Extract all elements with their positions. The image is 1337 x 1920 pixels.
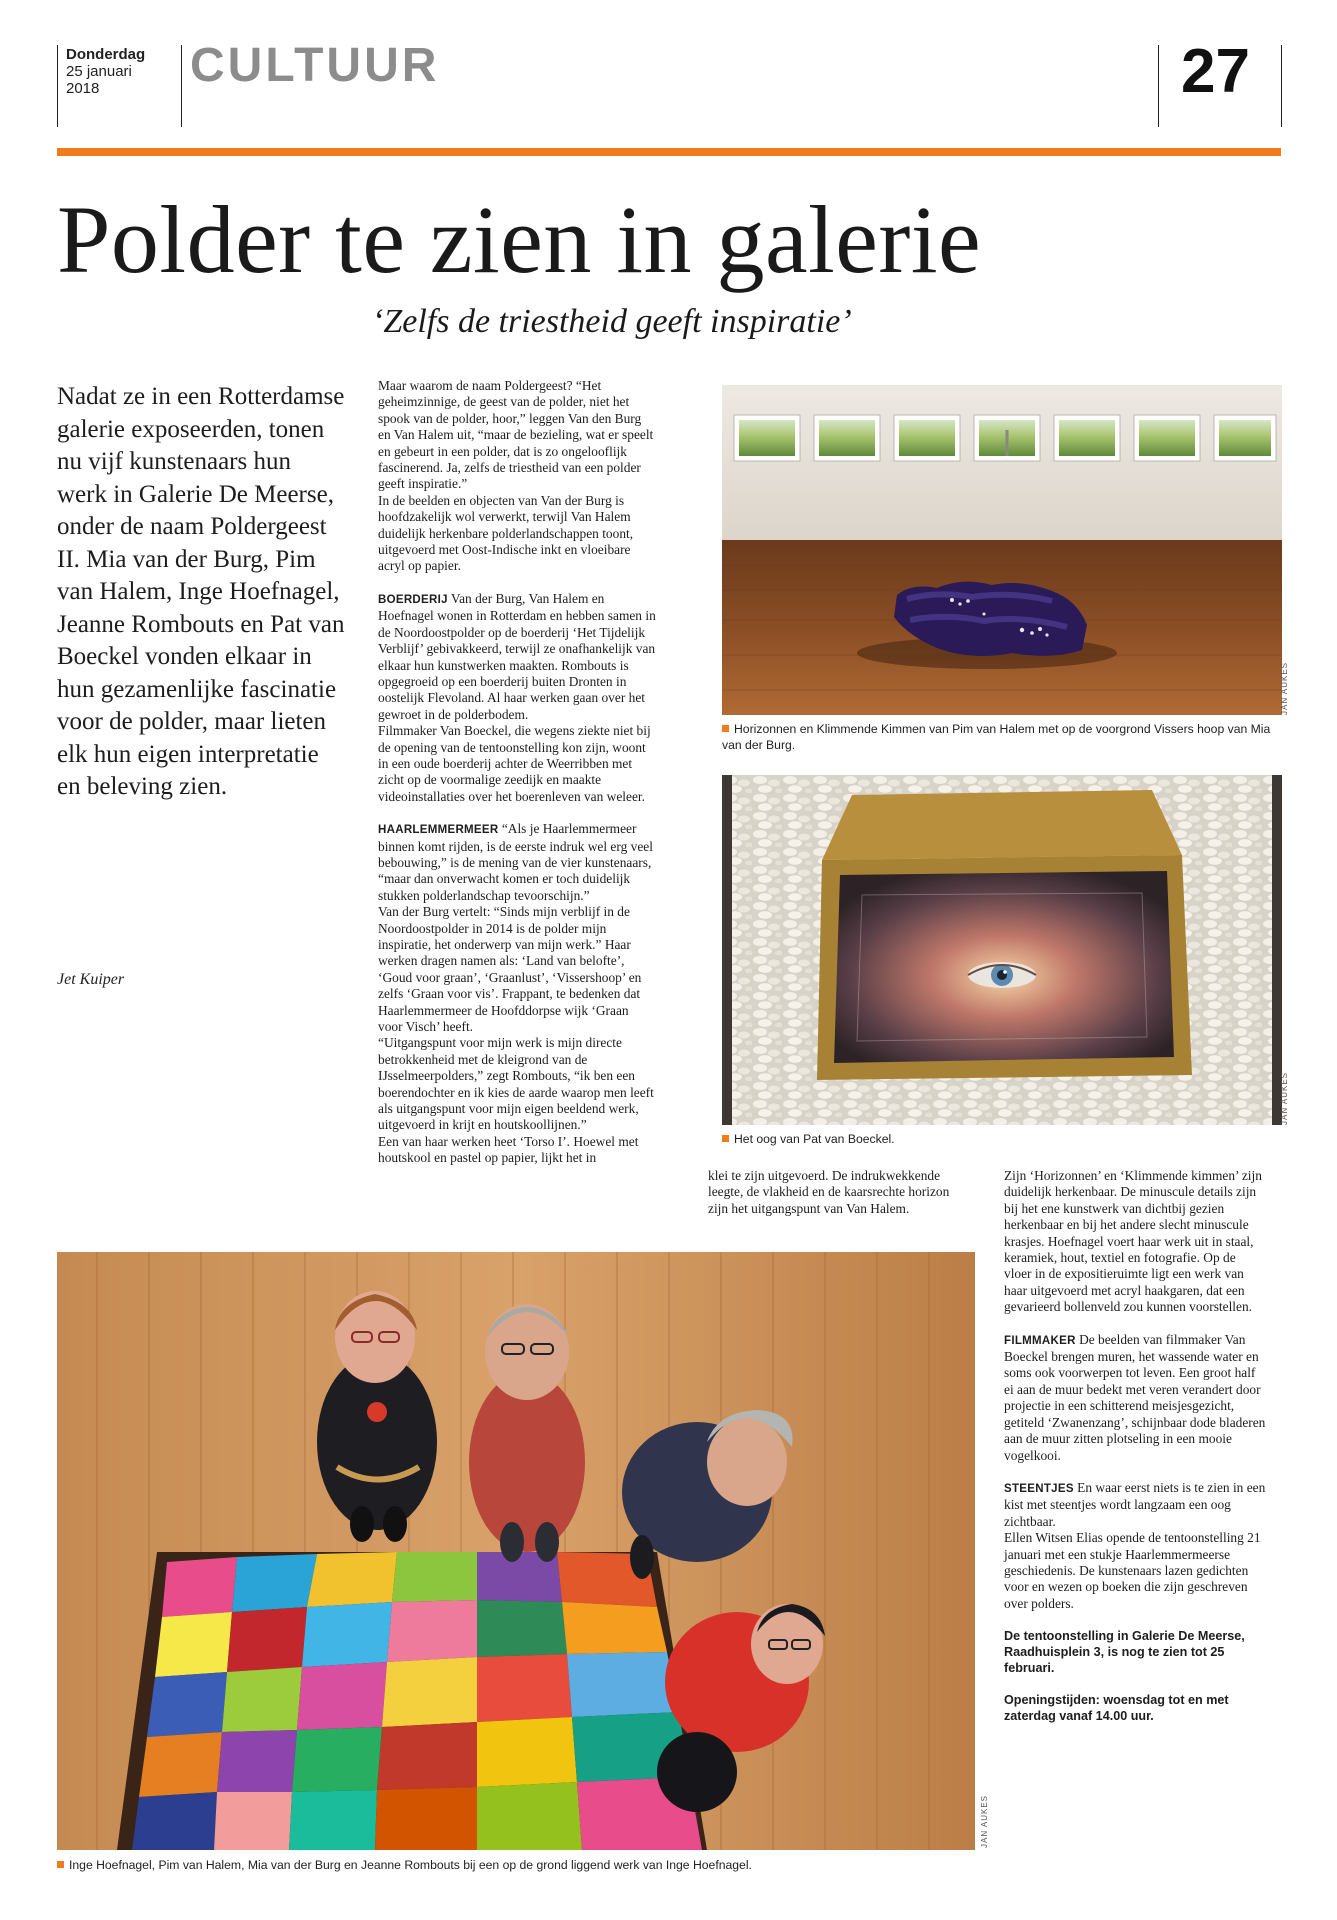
col3-paragraph-4: Ellen Witsen Elias opende de tentoonstelling 21 januari met een stukje Haarlemmermeerse geschiedenis. De kunstenaars lazen gedichten voor en wezen op boeken die zijn geschreven over polders. bbox=[1004, 1530, 1261, 1611]
col1-paragraph-5 bbox=[378, 821, 656, 904]
section-accent-bar bbox=[57, 148, 1281, 156]
kicker-boerderij: BOERDERIJ bbox=[378, 593, 448, 606]
kicker-steentjes: STEENTJES bbox=[1004, 1482, 1074, 1495]
col1-paragraph-6: Van der Burg vertelt: “Sinds mijn verblijf in de Noordoostpolder in 2014 is de polder mijn inspiratie, het onderwerp van mijn werk.” Haar werken dragen namen als: ‘Land van belofte’, ‘Goud voor graan’, ‘Graanlust’, ‘Vissershoop’ en zelfs ‘Graan voor vis’. Frappant, te bedenken dat Haarlemmermeer de Hoofddorpse wijk ‘Graan voor Visch’ heeft. bbox=[378, 904, 642, 1035]
intro-text: Nadat ze in een Rotterdamse galerie exposeerden, tonen nu vijf kunstenaars hun werk in Galerie De Meerse, onder de naam Poldergeest II. Mia van der Burg, Pim van Halem, Inge Hoefnagel, Jeanne Rombouts en Pat van Boeckel vonden elkaar in hun gezamenlijke fascinatie voor de polder, maar lieten elk hun eigen interpretatie en beleving zien. bbox=[57, 383, 345, 800]
eye-photo-caption bbox=[722, 1132, 1282, 1148]
col3-paragraph-1: Zijn ‘Horizonnen’ en ‘Klimmende kimmen’ zijn duidelijk herkenbaar. De minuscule details zijn bij het ene kunstwerk van dichtbij gezien herkenbaar en bij het andere slecht minuscule krasjes. Hoefnagel voert haar werk uit in staal, keramiek, hout, textiel en fotografie. Op de vloer in de expositieruimte ligt een werk van haar uitgevoerd met acryl haakgaren, dat een gevarieerd bollenveld zou kunnen voorstellen. bbox=[1004, 1168, 1262, 1315]
col3-paragraph-3-text: En waar eerst niets is te zien in een kist met steentjes wordt langzaam een oog zichtbaar. bbox=[1004, 1479, 1266, 1529]
gallery-photo-caption bbox=[722, 722, 1282, 753]
col1-paragraph-7: “Uitgangspunt voor mijn werk is mijn directe betrokkenheid met de kleigrond van de IJsselmeerpolders,” zegt Rombouts, “ik ben een boerendochter en ik kies de aarde waarop men leeft als uitgangspunt voor mijn eigen beeldend werk, uitgevoerd in krijt en houtskoollijnen.” bbox=[378, 1035, 654, 1133]
header-year: 2018 bbox=[66, 80, 100, 97]
page-number: 27 bbox=[1181, 37, 1250, 106]
opening-hours: Openingstijden: woensdag tot en met zaterdag vanaf 14.00 uur. bbox=[1004, 1693, 1229, 1724]
exhibition-info: De tentoonstelling in Galerie De Meerse, Raadhuisplein 3, is nog te zien tot 25 februari. bbox=[1004, 1629, 1245, 1676]
col3-paragraph-2 bbox=[1004, 1332, 1266, 1464]
caption-marker-icon bbox=[722, 1135, 729, 1142]
subheadline: ‘Zelfs de triestheid geeft inspiratie’ bbox=[372, 303, 852, 340]
header-page-rule bbox=[1158, 45, 1159, 127]
header-left-rule bbox=[57, 45, 58, 127]
col2-paragraph-1: klei te zijn uitgevoerd. De indrukwekkende leegte, de vlakheid en de kaarsrechte horizon zijn het uitgangspunt van Van Halem. bbox=[708, 1168, 950, 1216]
gallery-caption-text: Horizonnen en Klimmende Kimmen van Pim van Halem met op de voorgrond Vissers hoop van Mia van der Burg. bbox=[722, 722, 1271, 752]
col3-paragraph-3 bbox=[1004, 1480, 1266, 1530]
eye-caption-text: Het oog van Pat van Boeckel. bbox=[734, 1132, 895, 1146]
header-right-rule bbox=[1281, 45, 1282, 127]
header-day: Donderdag bbox=[66, 46, 146, 63]
group-photo bbox=[57, 1252, 975, 1850]
col1-paragraph-4: Filmmaker Van Boeckel, die wegens ziekte niet bij de opening van de tentoonstelling kon zijn, woont in een oude boerderij achter de Weerribben met zicht op de voormalige zeedijk en maakte videoinstallaties over het boerenleven van weleer. bbox=[378, 723, 651, 804]
kicker-haarlemmermeer: HAARLEMMERMEER bbox=[378, 824, 499, 837]
col1-paragraph-2: In de beelden en objecten van Van der Burg is hoofdzakelijk wol verwerkt, terwijl Van Halem duidelijk herkenbare polderlandschappen toont, uitgevoerd met Oost-Indische inkt en vloeibare acryl op papier. bbox=[378, 492, 634, 574]
kicker-filmmaker: FILMMAKER bbox=[1004, 1334, 1076, 1347]
col1-paragraph-8: Een van haar werken heet ‘Torso I’. Hoewel met houtskool en pastel op papier, lijkt het in bbox=[378, 1133, 639, 1166]
col1-paragraph-1: Maar waarom de naam Poldergeest? “Het geheimzinnige, de geest van de polder, niet het spook van de polder, hoor,” leggen Van den Burg en Van Halem uit, “maar de bezieling, wat er speelt en gebeurt in een polder, dat is zo ongelooflijk fascinerend. Ja, zelfs de triestheid van een polder geeft inspiratie.” bbox=[378, 378, 654, 492]
caption-marker-icon bbox=[57, 1861, 64, 1868]
headline: Polder te zien in galerie bbox=[57, 186, 982, 293]
header-date bbox=[66, 46, 145, 97]
gallery-photo bbox=[722, 385, 1282, 715]
col3-paragraph-2-text: De beelden van filmmaker Van Boeckel brengen muren, het wassende water en soms ook voorwerpen tot leven. Een groot half ei aan de muur bedekt met veren verandert door projectie in een schitterend meisjesgezicht, getiteld ‘Zwanenzang’, schijnbaar dode bladeren aan de muur zitten plotseling in een mooie vogelkooi. bbox=[1004, 1331, 1266, 1463]
section-title: CULTUUR bbox=[190, 39, 440, 92]
intro-paragraph bbox=[57, 381, 347, 804]
col1-paragraph-3 bbox=[378, 591, 656, 723]
header-date-text: 25 januari bbox=[66, 63, 132, 80]
caption-marker-icon bbox=[722, 725, 729, 732]
header-section-rule bbox=[181, 45, 182, 127]
eye-photo bbox=[722, 775, 1282, 1125]
byline: Jet Kuiper bbox=[57, 971, 125, 988]
body-column-2 bbox=[708, 1168, 964, 1217]
gallery-photo-credit: JAN AUKES bbox=[1280, 661, 1289, 715]
col1-paragraph-5-text: “Als je Haarlemmermeer binnen komt rijden, is de eerste indruk wel erg veel bebouwing,” is de mening van de vier kunstenaars, “maar dan onverwacht komen er toch duidelijk stukken polderlandschap tevoorschijn.” bbox=[378, 821, 653, 903]
col1-paragraph-3-text: Van der Burg, Van Halem en Hoefnagel wonen in Rotterdam en hebben samen in de Noordoostpolder op de boerderij ‘Het Tijdelijk Verblijf’ gebivakkeerd, terwijl ze onafhankelijk van elkaar hun kunstwerken maakten. Rombouts is opgegroeid op een boerderij buiten Dronten in oostelijk Flevoland. Al haar werken gaan over het gewroet in de polderbodem. bbox=[378, 590, 656, 722]
body-column-3 bbox=[1004, 1168, 1266, 1724]
body-column-1 bbox=[378, 378, 656, 1167]
group-caption-text: Inge Hoefnagel, Pim van Halem, Mia van der Burg en Jeanne Rombouts bij een op de grond liggend werk van Inge Hoefnagel. bbox=[69, 1858, 752, 1872]
eye-photo-credit: JAN AUKES bbox=[1280, 1071, 1289, 1125]
group-photo-credit: JAN AUKES bbox=[980, 1794, 989, 1848]
group-photo-caption bbox=[57, 1858, 975, 1874]
